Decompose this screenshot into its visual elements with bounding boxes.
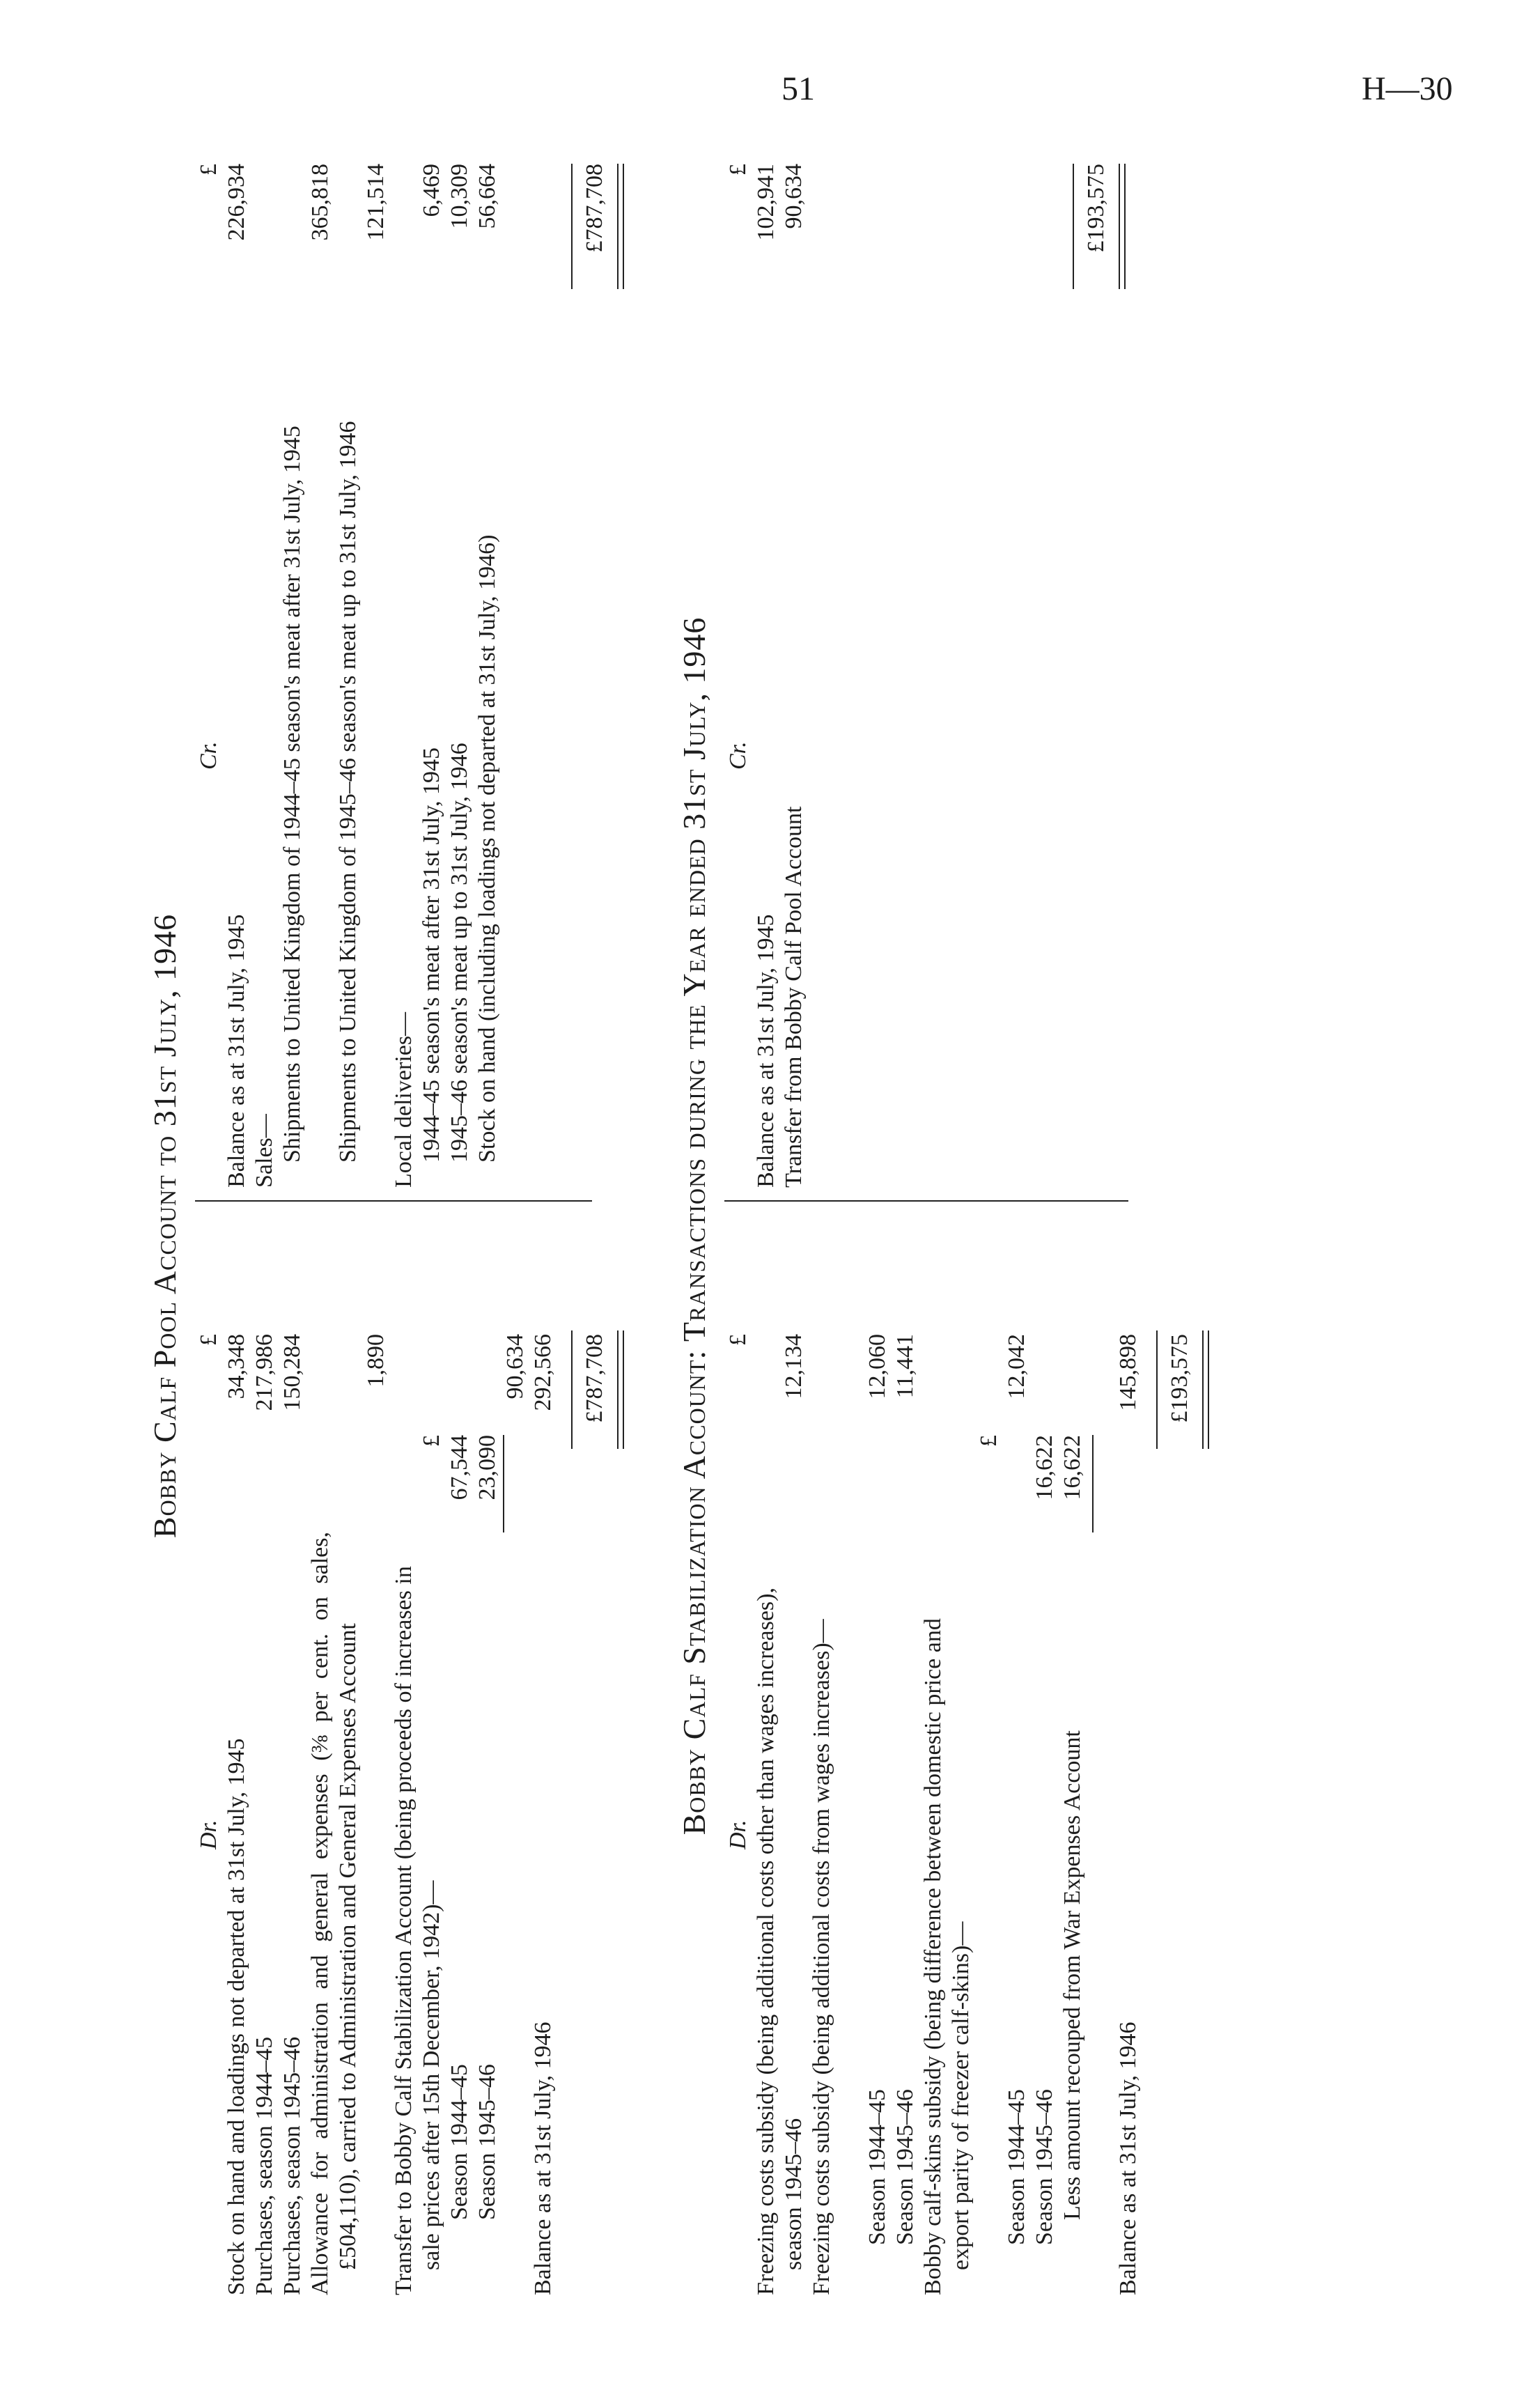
pool-credit-row	[474, 157, 501, 1188]
stab-credit-heading: Cr.	[725, 741, 751, 770]
pool-debit-row	[529, 1209, 557, 2295]
pool-credit-row	[446, 157, 474, 1188]
pool-debit-row-subamount: 23,090	[474, 1435, 500, 1500]
pool-credit-row-amount: 226,934	[224, 164, 249, 241]
stab-debit-sub-currency: £	[976, 1435, 1002, 1447]
stab-debit-row	[808, 1209, 864, 2295]
stab-debit-row	[864, 1209, 892, 2295]
pool-credit-row-label: 1944–45 season's meat after 31st July, 1945	[419, 747, 444, 1163]
stab-credit-row-amount: 102,941	[753, 164, 779, 241]
pool-account-title: Bobby Calf Pool Account to 31st July, 1946	[147, 913, 182, 1539]
pool-credit-row-label: Stock on hand (including loadings not departed at 31st July, 1946)	[474, 534, 500, 1163]
pool-debit-row-label: Purchases, season 1944–45	[251, 2036, 277, 2295]
pool-credit-row-amount: 121,514	[363, 164, 389, 241]
stab-credit-side	[724, 157, 1135, 1188]
stab-credit-currency: £	[725, 164, 751, 176]
pool-debit-sub-currency: £	[419, 1435, 444, 1447]
pool-credit-row-label: Shipments to United Kingdom of 1944–45 season's meat after 31st July, 1945	[279, 426, 305, 1163]
pool-credit-side	[195, 157, 634, 1188]
stab-credit-total-row	[808, 157, 1135, 1188]
total-double-rule	[1119, 164, 1126, 289]
stab-debit-currency: £	[725, 1334, 751, 1346]
pool-debit-row	[474, 1209, 529, 2295]
pool-credit-row-label: Local deliveries—	[391, 1011, 417, 1188]
pool-debit-row	[279, 1209, 306, 2295]
stab-debit-row-label: Balance as at 31st July, 1946	[1115, 2021, 1141, 2295]
pool-debit-row-label: Transfer to Bobby Calf Stabilization Account (being proceeds of increases in sale prices after 15th December, 1942)—	[391, 1566, 444, 2295]
pool-debit-row	[251, 1209, 279, 2295]
stab-debit-row-label: Season 1945–46	[1032, 2089, 1057, 2245]
pool-credit-row-amount: 6,469	[419, 164, 444, 217]
stab-debit-row-subamount: 16,622	[1059, 1435, 1085, 1500]
pool-credit-row-amount: 56,664	[474, 164, 500, 229]
pool-debit-heading: Dr.	[196, 1819, 221, 1849]
total-double-rule	[1202, 1330, 1209, 1449]
total-double-rule	[617, 1330, 624, 1449]
total-rule	[571, 1330, 573, 1449]
stab-debit-row	[752, 1209, 808, 2295]
stab-debit-row	[892, 1209, 919, 2295]
stab-debit-row	[919, 1209, 1003, 2295]
stab-debit-row-label: Freezing costs subsidy (being additional costs other than wages increases), season 1945–46	[753, 1588, 807, 2295]
pool-debit-row	[223, 1209, 251, 2295]
pool-credit-row	[334, 157, 390, 1188]
pool-credit-row	[390, 157, 418, 1188]
stab-debit-row-amount: 145,898	[1115, 1334, 1141, 1411]
stab-debit-total-row	[1142, 1209, 1219, 2295]
stab-debit-row-subamount: 16,622	[1032, 1435, 1057, 1500]
pool-debit-row-amount: 150,284	[279, 1334, 305, 1411]
pool-debit-row-amount: 217,986	[251, 1334, 277, 1411]
pool-debit-row-label: Season 1945–46	[474, 2064, 500, 2220]
stab-credit-row-label: Transfer from Bobby Calf Pool Account	[781, 806, 807, 1188]
stab-debit-heading: Dr.	[725, 1819, 751, 1849]
pool-debit-side	[195, 1209, 634, 2295]
pool-debit-row-label: Stock on hand and loadings not departed at 31st July, 1945	[224, 1738, 249, 2295]
pool-debit-total-row	[557, 1209, 634, 2295]
stab-debit-row-amount: 11,441	[892, 1334, 918, 1399]
stab-debit-row-amount: 12,042	[1004, 1334, 1029, 1399]
stab-divider	[724, 1200, 1128, 1202]
pool-divider	[195, 1200, 592, 1202]
total-rule	[1073, 164, 1074, 289]
stab-credit-total: £193,575	[1083, 164, 1109, 253]
pool-debit-row	[390, 1209, 446, 2295]
stab-debit-row	[1003, 1209, 1031, 2295]
pool-debit-row-label: Purchases, season 1945–46	[279, 2036, 305, 2295]
subtotal-rule	[1092, 1435, 1094, 1532]
stab-debit-side	[724, 1209, 1219, 2295]
pool-credit-total: £787,708	[582, 164, 607, 253]
stab-debit-row-label: Season 1944–45	[864, 2089, 890, 2245]
stabilization-account-title: Bobby Calf Stabilization Account: Transactions during the Year ended 31st July, 1946	[676, 616, 712, 1835]
stab-debit-row-amount: 12,060	[864, 1334, 890, 1399]
rotated-page-body	[146, 66, 1540, 2295]
stab-credit-row-amount: 90,634	[781, 164, 807, 229]
pool-debit-total: £787,708	[582, 1334, 607, 1423]
pool-debit-row-label: Balance as at 31st July, 1946	[530, 2021, 556, 2295]
total-double-rule	[617, 164, 624, 289]
pool-credit-row-label: 1945–46 season's meat up to 31st July, 1946	[446, 743, 472, 1163]
pool-debit-row-label: Season 1944–45	[446, 2064, 472, 2220]
pool-credit-row-label: Sales—	[251, 1114, 277, 1188]
stab-debit-row-label: Bobby calf-skins subsidy (being difference between domestic price and export parity of freezer calf-skins)—	[920, 1618, 974, 2295]
pool-credit-row	[251, 157, 279, 1188]
pool-debit-row-amount: 34,348	[224, 1334, 249, 1399]
pool-debit-row-label: Allowance for administration and general expenses (⅜ per cent. on sales, £504,110), carried to Administration and General Expenses Account	[307, 1532, 361, 2295]
pool-debit-row-amount: 90,634	[502, 1334, 528, 1399]
stab-debit-row-label: Season 1945–46	[892, 2089, 918, 2245]
total-rule	[1156, 1330, 1158, 1449]
report-reference: H—30	[1362, 70, 1453, 107]
pool-debit-currency: £	[196, 1334, 221, 1346]
pool-debit-row	[446, 1209, 474, 2295]
stab-debit-row-amount: 12,134	[781, 1334, 807, 1399]
pool-credit-total-row	[501, 157, 634, 1188]
stab-debit-row-label: Season 1944–45	[1004, 2089, 1029, 2245]
stab-debit-row	[1031, 1209, 1059, 2295]
stab-credit-row-label: Balance as at 31st July, 1945	[753, 914, 779, 1188]
pool-credit-heading: Cr.	[196, 741, 221, 770]
pool-credit-row-amount: 10,309	[446, 164, 472, 229]
stab-credit-row	[752, 157, 780, 1188]
pool-debit-row	[306, 1209, 390, 2295]
pool-credit-currency: £	[196, 164, 221, 176]
pool-credit-row	[418, 157, 446, 1188]
subtotal-rule	[503, 1435, 504, 1532]
pool-debit-row-amount: 292,566	[530, 1334, 556, 1411]
total-rule	[571, 164, 573, 289]
page-number: 51	[781, 70, 815, 107]
pool-credit-row-label: Shipments to United Kingdom of 1945–46 season's meat up to 31st July, 1946	[335, 421, 361, 1163]
pool-debit-row-subamount: 67,544	[446, 1435, 472, 1500]
stab-debit-row	[1114, 1209, 1142, 2295]
pool-credit-row	[279, 157, 334, 1188]
pool-debit-row-amount: 1,890	[363, 1334, 389, 1388]
stab-debit-row	[1059, 1209, 1114, 2295]
pool-credit-row-label: Balance as at 31st July, 1945	[224, 914, 249, 1188]
pool-credit-row-amount: 365,818	[307, 164, 333, 241]
stab-debit-total: £193,575	[1167, 1334, 1192, 1423]
pool-credit-row	[223, 157, 251, 1188]
stab-debit-row-label: Freezing costs subsidy (being additional costs from wages increases)—	[809, 1619, 834, 2295]
stab-credit-row	[780, 157, 808, 1188]
stab-debit-row-label: Less amount recouped from War Expenses Account	[1059, 1730, 1085, 2220]
